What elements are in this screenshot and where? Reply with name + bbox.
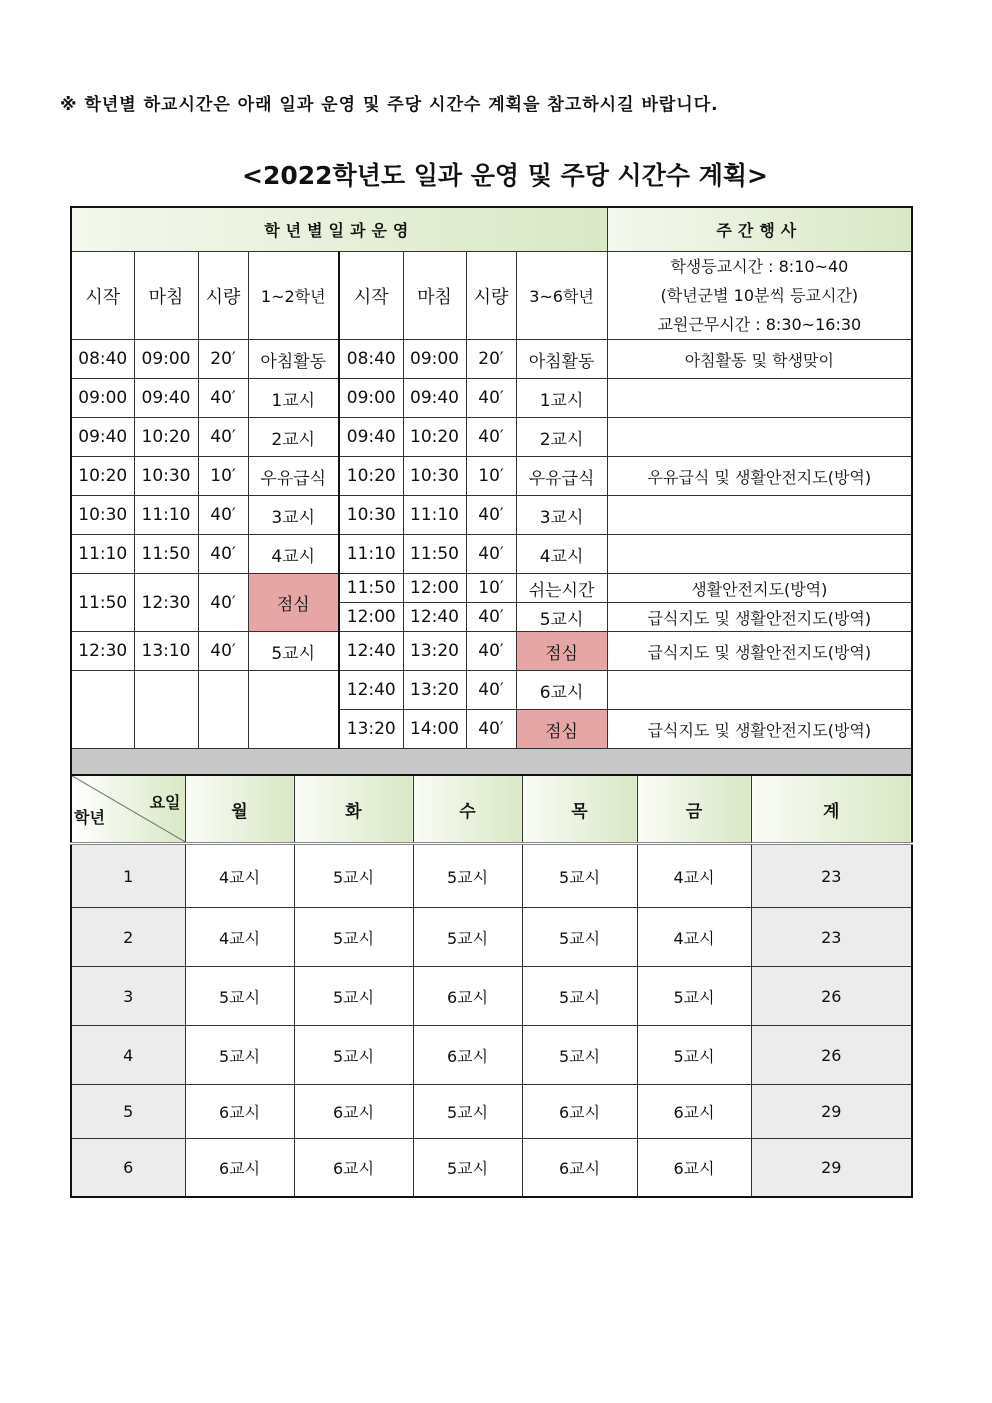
- event: [607, 496, 912, 535]
- periods: 6교시: [637, 1085, 751, 1139]
- col-start: 시작: [339, 252, 403, 340]
- activity: [248, 671, 339, 749]
- col-start: 시작: [71, 252, 134, 340]
- day-header: 계: [751, 775, 912, 844]
- daily-operation-header: 학년별일과운영: [71, 207, 607, 252]
- periods: 4교시: [637, 844, 751, 908]
- arrival-note: (학년군별 10분씩 등교시간): [660, 286, 859, 305]
- weekly-hours-table: [70, 774, 913, 1198]
- start-time: 08:40: [339, 340, 403, 379]
- col-grade-3-6: 3~6학년: [516, 252, 607, 340]
- end-time: 10:30: [134, 457, 198, 496]
- start-time: 08:40: [71, 340, 134, 379]
- duration: 40′: [466, 418, 516, 457]
- total: 23: [751, 908, 912, 967]
- duration: 40′: [198, 418, 248, 457]
- start-time: 13:20: [339, 710, 403, 749]
- periods: 5교시: [413, 908, 522, 967]
- activity: 우유급식: [516, 457, 607, 496]
- total: 26: [751, 967, 912, 1026]
- start-time: 11:10: [71, 535, 134, 574]
- end-time: 12:30: [134, 574, 198, 632]
- activity: 3교시: [516, 496, 607, 535]
- periods: 4교시: [185, 908, 294, 967]
- duration: 40′: [466, 632, 516, 671]
- activity: 6교시: [516, 671, 607, 710]
- start-time: 10:30: [339, 496, 403, 535]
- grade-row: [71, 844, 912, 908]
- start-time: 12:30: [71, 632, 134, 671]
- activity: 아침활동: [248, 340, 339, 379]
- event: 아침활동 및 학생맞이: [607, 340, 912, 379]
- end-time: 13:10: [134, 632, 198, 671]
- periods: 5교시: [637, 967, 751, 1026]
- event: [607, 418, 912, 457]
- duration: [198, 671, 248, 749]
- day-header: 수: [413, 775, 522, 844]
- activity: 5교시: [516, 603, 607, 632]
- day-header: 월: [185, 775, 294, 844]
- notice-text: ※ 학년별 하교시간은 아래 일과 운영 및 주당 시간수 계획을 참고하시길 바랍니다.: [60, 95, 719, 115]
- event: 생활안전지도(방역): [607, 574, 912, 603]
- start-time: 09:40: [71, 418, 134, 457]
- start-time: 10:20: [71, 457, 134, 496]
- duration: 40′: [466, 535, 516, 574]
- start-time: 11:50: [339, 574, 403, 603]
- end-time: 11:10: [134, 496, 198, 535]
- total: 26: [751, 1026, 912, 1085]
- duration: 40′: [466, 603, 516, 632]
- schedule-row: [71, 574, 912, 603]
- end-time: 11:50: [403, 535, 466, 574]
- periods: 5교시: [413, 1139, 522, 1198]
- grade-row: [71, 1085, 912, 1139]
- corner-cell: [71, 775, 185, 844]
- weekly-events-header: 주간행사: [607, 207, 912, 252]
- daily-schedule-table: [70, 206, 913, 777]
- event: 급식지도 및 생활안전지도(방역): [607, 632, 912, 671]
- day-header: 화: [294, 775, 413, 844]
- grade-row: [71, 1139, 912, 1198]
- periods: 5교시: [185, 967, 294, 1026]
- duration: 10′: [466, 457, 516, 496]
- activity: 점심: [248, 574, 339, 632]
- grade: 6: [71, 1139, 185, 1198]
- corner-day-label: 요일: [149, 793, 181, 812]
- end-time: 12:40: [403, 603, 466, 632]
- col-end: 마침: [403, 252, 466, 340]
- start-time: 12:00: [339, 603, 403, 632]
- periods: 5교시: [185, 1026, 294, 1085]
- end-time: 11:10: [403, 496, 466, 535]
- grade-row: [71, 1026, 912, 1085]
- periods: 4교시: [185, 844, 294, 908]
- end-time: 13:20: [403, 632, 466, 671]
- total: 23: [751, 844, 912, 908]
- separator: [71, 749, 912, 777]
- activity: 점심: [516, 632, 607, 671]
- duration: 40′: [466, 671, 516, 710]
- periods: 6교시: [637, 1139, 751, 1198]
- activity: 아침활동: [516, 340, 607, 379]
- activity: 5교시: [248, 632, 339, 671]
- activity: 4교시: [516, 535, 607, 574]
- activity: 점심: [516, 710, 607, 749]
- schedule-row: [71, 457, 912, 496]
- duration: 10′: [466, 574, 516, 603]
- duration: 10′: [198, 457, 248, 496]
- event: [607, 379, 912, 418]
- periods: 5교시: [522, 967, 637, 1026]
- grade-row: [71, 967, 912, 1026]
- duration: 40′: [198, 632, 248, 671]
- schedule-row: [71, 379, 912, 418]
- end-time: 10:20: [403, 418, 466, 457]
- periods: 6교시: [185, 1139, 294, 1198]
- event: 급식지도 및 생활안전지도(방역): [607, 710, 912, 749]
- separator-bar: [71, 749, 912, 777]
- start-time: 10:30: [71, 496, 134, 535]
- end-time: 09:40: [403, 379, 466, 418]
- periods: 5교시: [522, 908, 637, 967]
- periods: 6교시: [294, 1139, 413, 1198]
- grade: 1: [71, 844, 185, 908]
- periods: 5교시: [294, 967, 413, 1026]
- events-info: [607, 252, 912, 340]
- col-duration: 시량: [198, 252, 248, 340]
- col-end: 마침: [134, 252, 198, 340]
- end-time: 12:00: [403, 574, 466, 603]
- duration: 40′: [466, 496, 516, 535]
- start-time: 11:50: [71, 574, 134, 632]
- start-time: 10:20: [339, 457, 403, 496]
- col-grade-1-2: 1~2학년: [248, 252, 339, 340]
- start-time: 12:40: [339, 632, 403, 671]
- duration: 20′: [466, 340, 516, 379]
- periods: 5교시: [294, 908, 413, 967]
- schedule-row: [71, 418, 912, 457]
- activity: 우유급식: [248, 457, 339, 496]
- end-time: 10:20: [134, 418, 198, 457]
- end-time: 09:00: [403, 340, 466, 379]
- arrival-time: 학생등교시간 : 8:10~40: [670, 257, 849, 276]
- activity: 3교시: [248, 496, 339, 535]
- periods: 6교시: [185, 1085, 294, 1139]
- total: 29: [751, 1139, 912, 1198]
- periods: 5교시: [637, 1026, 751, 1085]
- activity: 2교시: [516, 418, 607, 457]
- start-time: 12:40: [339, 671, 403, 710]
- duration: 40′: [466, 379, 516, 418]
- periods: 6교시: [522, 1139, 637, 1198]
- day-header: 금: [637, 775, 751, 844]
- activity: 4교시: [248, 535, 339, 574]
- duration: 40′: [198, 379, 248, 418]
- periods: 5교시: [294, 844, 413, 908]
- start-time: 11:10: [339, 535, 403, 574]
- grade-row: [71, 908, 912, 967]
- event: 우유급식 및 생활안전지도(방역): [607, 457, 912, 496]
- activity: 쉬는시간: [516, 574, 607, 603]
- schedule-row: [71, 496, 912, 535]
- periods: 5교시: [294, 1026, 413, 1085]
- end-time: [134, 671, 198, 749]
- event: [607, 671, 912, 710]
- periods: 5교시: [413, 844, 522, 908]
- end-time: 14:00: [403, 710, 466, 749]
- start-time: 09:00: [339, 379, 403, 418]
- periods: 5교시: [522, 844, 637, 908]
- duration: 40′: [198, 496, 248, 535]
- grade: 5: [71, 1085, 185, 1139]
- schedule-row: [71, 632, 912, 671]
- end-time: 09:00: [134, 340, 198, 379]
- total: 29: [751, 1085, 912, 1139]
- event: 급식지도 및 생활안전지도(방역): [607, 603, 912, 632]
- grade: 2: [71, 908, 185, 967]
- periods: 5교시: [413, 1085, 522, 1139]
- schedule-row: [71, 340, 912, 379]
- page-title: <2022학년도 일과 운영 및 주당 시간수 계획>: [242, 161, 768, 190]
- periods: 6교시: [294, 1085, 413, 1139]
- day-header: 목: [522, 775, 637, 844]
- duration: 20′: [198, 340, 248, 379]
- staff-hours: 교원근무시간 : 8:30~16:30: [657, 315, 862, 334]
- corner-grade-label: 학년: [74, 808, 105, 827]
- schedule-row: [71, 671, 912, 710]
- col-duration: 시량: [466, 252, 516, 340]
- activity: 1교시: [516, 379, 607, 418]
- event: [607, 535, 912, 574]
- periods: 4교시: [637, 908, 751, 967]
- periods: 5교시: [522, 1026, 637, 1085]
- grade: 4: [71, 1026, 185, 1085]
- activity: 1교시: [248, 379, 339, 418]
- duration: 40′: [466, 710, 516, 749]
- end-time: 11:50: [134, 535, 198, 574]
- periods: 6교시: [413, 1026, 522, 1085]
- duration: 40′: [198, 535, 248, 574]
- schedule-row: [71, 535, 912, 574]
- end-time: 10:30: [403, 457, 466, 496]
- duration: 40′: [198, 574, 248, 632]
- start-time: 09:00: [71, 379, 134, 418]
- end-time: 09:40: [134, 379, 198, 418]
- periods: 6교시: [413, 967, 522, 1026]
- periods: 6교시: [522, 1085, 637, 1139]
- start-time: [71, 671, 134, 749]
- end-time: 13:20: [403, 671, 466, 710]
- start-time: 09:40: [339, 418, 403, 457]
- activity: 2교시: [248, 418, 339, 457]
- grade: 3: [71, 967, 185, 1026]
